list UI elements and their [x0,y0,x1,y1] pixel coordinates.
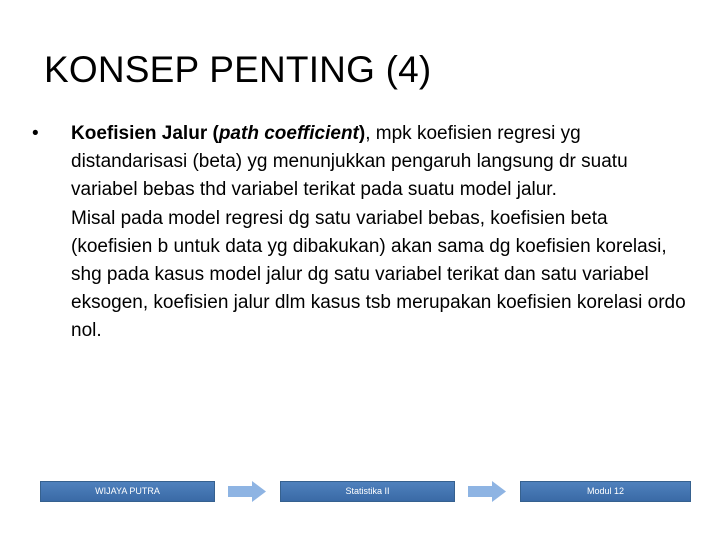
slide-content [32,120,694,345]
footer-author-box: WIJAYA PUTRA [40,481,215,502]
footer [0,481,720,503]
footer-module-box: Modul 12 [520,481,691,502]
bullet-term: Koefisien Jalur [71,123,208,144]
right-arrow-icon [228,481,266,502]
example-paragraph: Misal pada model regresi dg satu variabel bebas, koefisien beta (koefisien b untuk data yg dibakukan) akan sama dg koefisien korelasi, shg pada kasus model jalur dg satu variabel terikat dan satu variabel eksogen, koefisien jalur dlm kasus tsb merupakan koefisien korelasi ordo nol. [71,208,686,341]
bullet-dot: • [32,123,39,144]
footer-course-box: Statistika II [280,481,455,502]
bullet-open-paren: ( [207,123,219,144]
bullet-item [32,120,694,204]
bullet-close-paren: ) [358,123,366,144]
bullet-definition: , mpk koefisien regresi yg distandarisasi (beta) yg menunjukkan pengaruh langsung dr suatu variabel bebas thd variabel terikat pada suatu model jalur. [71,123,628,200]
bullet-term-english: path coefficient [218,123,359,144]
right-arrow-icon [468,481,506,502]
slide-title: KONSEP PENTING (4) [44,49,432,90]
